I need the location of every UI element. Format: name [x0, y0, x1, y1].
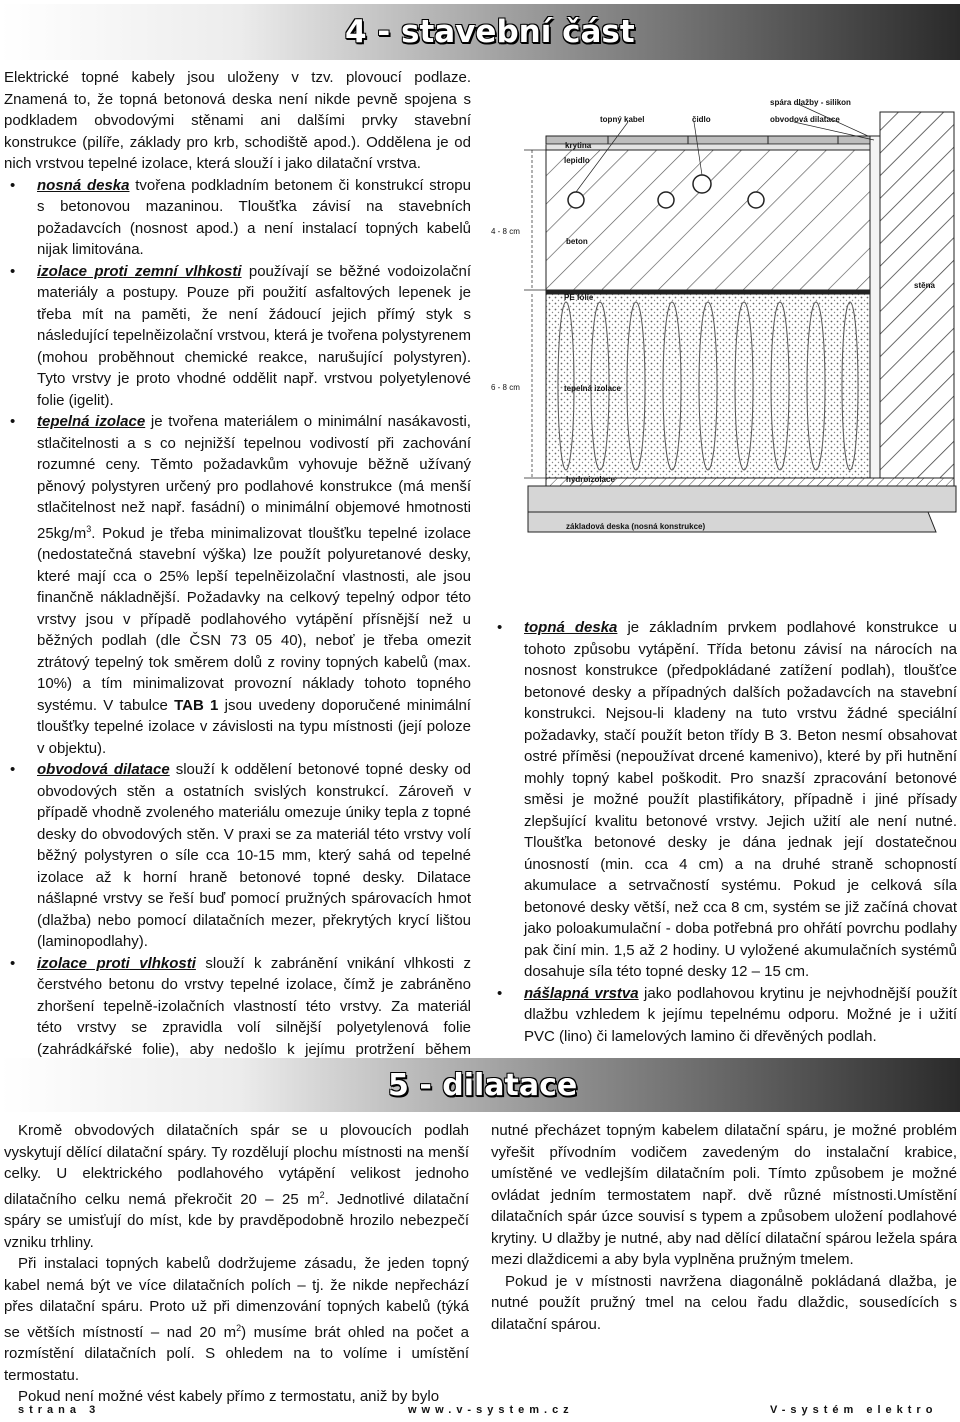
paragraph-text: ) musíme brát ohled na počet a rozmístění dilatačních polí. S ohledem na to volíme i umístění termostatu. [4, 1323, 469, 1384]
term-label: obvodová dilatace [37, 761, 170, 778]
list-item [4, 759, 471, 953]
list-item [4, 261, 471, 412]
edge-dilatation-strip [870, 136, 880, 478]
label-edge-dilatation: obvodová dilatace [770, 115, 840, 124]
section-title: 5 - dilatace [388, 1067, 578, 1103]
term-label: nášlapná vrstva [524, 984, 639, 1002]
label-wall: stěna [914, 281, 935, 290]
paragraph [4, 1253, 469, 1386]
floor-tile-layer [546, 136, 870, 144]
list-item [4, 411, 471, 759]
paragraph: Pokud je v místnosti navržena diagonálně pokládaná dlažba, je nutné použít pružný tmel na celou řadu dlaždic, sousedících s dilatační spárou. [491, 1272, 957, 1333]
footer-company: V-systém elektro [770, 1404, 938, 1416]
term-text: jsou uvedeny doporučené minimální tloušťky tepelné izolace v závislosti na typu místnosti (její poloze v objektu). [37, 696, 471, 757]
label-dimension-top: 4 - 8 cm [491, 227, 520, 236]
label-base-slab: základová deska (nosná konstrukce) [566, 522, 706, 531]
paragraph [4, 1120, 469, 1253]
layer-list-right [491, 617, 957, 1047]
label-pe-foil: PE fólie [564, 293, 594, 302]
paragraph-text: Kromě obvodových dilatačních spár se u plovoucích podlah vyskytují dělící dilatační spáry. Ty rozdělují plochu místnosti na menší celky. U elektrického podlahového vytápění velikost jednoho dilatačního celku nemá překročit 20 – 25 m [4, 1122, 469, 1208]
label-dimension-bottom: 6 - 8 cm [491, 383, 520, 392]
paragraph-text: . Jednotlivé dilatační spáry se umisťují do míst, kde by pravděpodobně hrozilo nebezpečí vzniku trhliny. [4, 1190, 469, 1251]
term-text: slouží k zabránění vnikání vlhkosti z čerstvého betonu do vrstvy tepelné izolace, čímž je zabráněno zhoršení tepelně-izolačních vlastností této vrstvy. Za materiál této vrstvy se zpravidla volí silnější polyetylenová folie (zahrádkářské folie), aby nedošlo k jejímu protržení během [37, 954, 472, 1058]
label-floor-covering: krytina [565, 141, 592, 150]
adhesive-layer [546, 144, 870, 150]
term-label: izolace proti vlhkosti [37, 954, 196, 972]
layer-list [4, 175, 471, 1104]
superscript: 3 [86, 523, 92, 534]
dilatation-right-column [491, 1120, 957, 1335]
paragraph: nutné přecházet topným kabelem dilatační spáru, je možné problém vyřešit přívodním vodičem zavedeným do instalační krabice, umístěné ve vedlejším dilatačním poli. Tímto způsobem je možné ovládat jedním termostatem např. dvě různé místnosti.Umístění dilatačních spár úzce souvisí s typem a způsobem uložení podlahové krytiny. U dlažby je nutné, aby nad dělící dilatační spárou ležela spára mezi dlaždicemi a aby byla vyplněna pružným tmelem. [491, 1122, 957, 1268]
term-text: . Pokud je třeba minimalizovat tloušťku tepelné izolace (nedostatečná stavební výška) lze použít polyuretanové desky, které mají cca o 25% lepší tepelněizolační vlastnosti, ale jsou finančně nákladnější. Požadavky na celkový tepelný odpor této vrstvy jsou v případě podlahového vytápění přísnější než u běžných podlah (dle ČSN 73 05 40), neboť je třeba omezit ztrátový tepelný tok směrem dolů z roviny topných kabelů (max. 10%) a tím minimalizovat provozní náklady tohoto topného systému. V tabulce [37, 524, 471, 714]
sensor-icon [693, 175, 711, 193]
term-text: je základním prvkem podlahové konstrukce u tohoto způsobu vytápění. Třída betonu závisí na nárocích na nosnost konstrukce (předpokládané zatížení podlah), tloušťce betonové desky a případných dalších požadavcích na stavební konstrukci. Nejsou-li kladeny na tuto vrstvu žádné speciální požadavky, stačí použít beton třídy B 3. Beton nesmí obsahovat ostré příměsi (nepoužívat drcené kamenivo), které by při hutnění mohly topný kabel poškodit. Pro snazší zpracování betonové směsi je možné použít plastifikátory, případně i jiné přísady zlepšující kvalitu betonové vrstvy. Jejich užití ale není nutné. Tloušťka betonové desky je dána jednak její dostatečnou únosností (min. cca 4 cm) a na druhé straně schopností akumulace a setrvačností systému. Pokud je celková síla betonové desky větší, než cca 8 cm, systém se již začíná chovat jako poloakumulační - doba potřebná pro ohřátí povrchu podlahy pak činí min. 1,5 až 2 hodiny. U vyložené akumulačních systémů dosahuje síla této topné desky 12 – 15 cm. [524, 619, 957, 980]
floor-cross-section-diagram [488, 92, 958, 612]
right-column [491, 617, 957, 1047]
superscript: 2 [236, 1322, 242, 1333]
pe-foil-layer [546, 290, 870, 294]
term-label: topná deska [524, 619, 618, 636]
label-hydroinsulation: hydroizolace [566, 475, 615, 484]
paragraph-text: Pokud není možné vést kabely přímo z termostatu, aniž by bylo [18, 1388, 440, 1405]
concrete-slab [546, 150, 870, 290]
label-heating-cable: topný kabel [600, 115, 645, 124]
label-sensor: čidlo [692, 115, 711, 124]
term-text: jako podlahovou krytinu je nejvhodnější použít dlažbu vzhledem k jejímu tepelnému odporu. Možné je i užití PVC (lino) či lamelových lamino či dřevěných podlah. [524, 984, 957, 1045]
wall [880, 112, 954, 478]
paragraph-text: Při instalaci topných kabelů dodržujeme zásadu, že jeden topný kabel nemá být ve více dilatačních polích – tj. že nikde nepřechází přes dilatační spáru. Proto už při dimenzování topných kabelů (týká se větších místností – nad 20 m [4, 1255, 469, 1341]
dilatation-left-column [4, 1120, 469, 1408]
term-label: izolace proti zemní vlhkosti [37, 262, 242, 280]
label-concrete: beton [566, 237, 588, 246]
term-text: tvořena podkladním betonem či konstrukcí stropu s betonovou mazaninou. Tloušťka závisí na stavebních požadavcích (nosnost apod.) a není instalací topných kabelů nijak limitována. [37, 176, 471, 258]
term-label: nosná deska [37, 176, 130, 194]
list-item [4, 175, 471, 261]
table-reference: TAB 1 [174, 696, 219, 714]
term-label: tepelná izolace [37, 413, 146, 430]
footer-website: www.v-system.cz [408, 1404, 574, 1416]
footer-page-number: strana 3 [18, 1404, 101, 1416]
label-adhesive: lepidlo [564, 156, 590, 165]
term-text: je tvořena materiálem o minimální nasákavosti, stlačitelnosti a s co nejnižší tepelnou vodivostí při zachování rozumné ceny. Těmto požadavkům vyhovuje běžně užívaný pěnový polystyren určený pro podlahové konstrukce (má menší stlačitelnost než např. fasádní) o minimální objemové hmotnosti 25kg/m [37, 413, 471, 542]
left-column [4, 67, 471, 1103]
intro-paragraph: Elektrické topné kabely jsou uloženy v tzv. plovoucí podlaze. Znamená to, že topná betonová deska není nikde pevně spojena s podkladem obvodovými stěnami ani dalšími prvky stavební konstrukce (pilíře, základy pro krb, schodiště apod.). Oddělena je od nich vrstvou tepelné izolace, která slouží i jako dilatační vrstva. [4, 69, 471, 172]
term-text: slouží k oddělení betonové topné desky od obvodových stěn a ostatních svislých konstrukcí. Zároveň v případě vhodně zvoleného materiálu omezuje úniky tepla z topné desky do obvodových stěn. V praxi se za materiál této vrstvy volí běžný polystyren o síle cca 10-15 mm, který sahá od tepelné izolace až k horní hraně betonové topné desky. Dilatace nášlapné vrstvy se řeší buď pomocí pružných spárovacích hmot (dlažba) nebo pomocí dilatačních mezer, překrytých krycí lištou (laminopodlahy). [37, 761, 471, 950]
section-title: 4 - stavební část [345, 14, 635, 50]
label-thermal-insulation: tepelná izolace [564, 384, 621, 393]
label-joint-sealant: spára dlažby - silikon [770, 98, 851, 107]
term-text: používají se běžné vodoizolační materiály a postupy. Pouze při použití asfaltových lepenek je třeba mít na paměti, že není žádoucí jejich přímý styk s následující tepelněizolační vrstvou, která je tvořena polystyrenem (mohou proběhnout chemické reakce, narušující polystyren). Tyto vrstvy je proto vhodné oddělit např. vrstvou polyetylenové folie (igelit). [37, 262, 472, 409]
list-item [491, 983, 957, 1048]
list-item [491, 617, 957, 983]
base-slab [528, 486, 956, 512]
section-banner [0, 1058, 960, 1112]
section-banner [0, 4, 960, 60]
superscript: 2 [319, 1189, 325, 1200]
